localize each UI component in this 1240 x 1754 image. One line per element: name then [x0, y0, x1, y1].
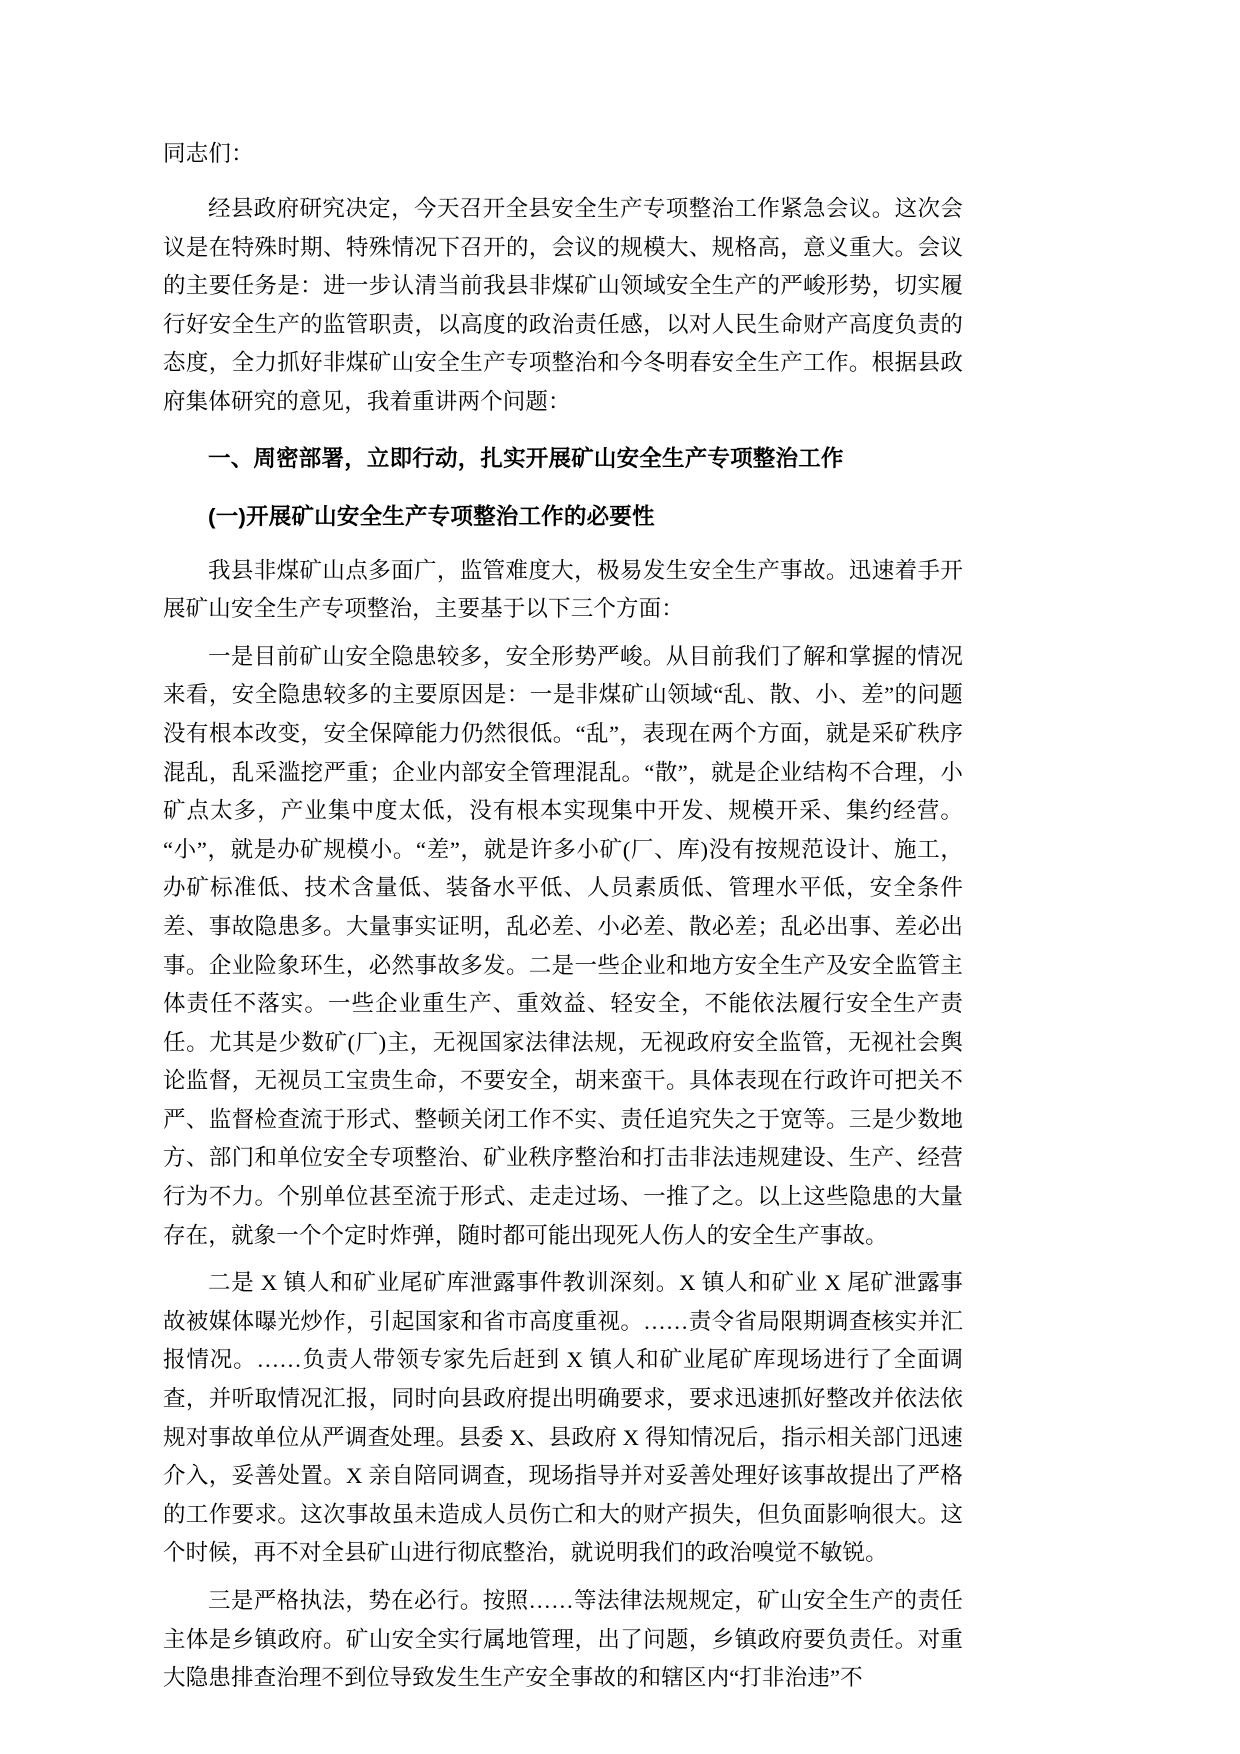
spacer — [163, 1255, 963, 1264]
paragraph-intro: 经县政府研究决定，今天召开全县安全生产专项整治工作紧急会议。这次会议是在特殊时期、特殊情况下召开的，会议的规模大、规格高，意义重大。会议的主要任务是：进一步认清当前我县非煤矿山领域安全生产的严峻形势，切实履行好安全生产的监管职责，以高度的政治责任感，以对人民生命财产高度负责的态度，全力抓好非煤矿山安全生产专项整治和今冬明春安全生产工作。根据县政府集体研究的意见，我着重讲两个问题： — [163, 196, 963, 414]
spacer — [163, 629, 963, 638]
spacer — [163, 176, 963, 190]
section-heading-one: 一、周密部署，立即行动，扎实开展矿山安全生产专项整治工作 — [208, 445, 844, 471]
subsection-heading-one-one: (一)开展矿山安全生产专项整治工作的必要性 — [208, 503, 655, 529]
paragraph-point-three: 三是严格执法，势在必行。按照……等法律法规规定，矿山安全生产的责任主体是乡镇政府。矿山安全实行属地管理，出了问题，乡镇政府要负责任。对重大隐患排查治理不到位导致发生生产安全事故的和辖区内“打非治违”不 — [163, 1588, 963, 1691]
heading-1-wrapper — [163, 436, 963, 482]
heading-2-wrapper — [163, 494, 963, 540]
paragraph-point-one: 一是目前矿山安全隐患较多，安全形势严峻。从目前我们了解和掌握的情况来看，安全隐患较多的主要原因是：一是非煤矿山领域“乱、散、小、差”的问题没有根本改变，安全保障能力仍然很低。“乱”，表现在两个方面，就是采矿秩序混乱，乱采滥挖严重；企业内部安全管理混乱。“散”，就是企业结构不合理，小矿点太多，产业集中度太低，没有根本实现集中开发、规模开采、集约经营。“小”，就是办矿规模小。“差”，就是许多小矿(厂、库)没有按规范设计、施工，办矿标准低、技术含量低、装备水平低、人员素质低、管理水平低，安全条件差、事故隐患多。大量事实证明，乱必差、小必差、散必差；乱必出事、差必出事。企业险象环生，必然事故多发。二是一些企业和地方安全生产及安全监管主体责任不落实。一些企业重生产、重效益、轻安全，不能依法履行安全生产责任。尤其是少数矿(厂)主，无视国家法律法规，无视政府安全监管，无视社会舆论监督，无视员工宝贵生命，不要安全，胡来蛮干。具体表现在行政许可把关不严、监督检查流于形式、整顿关闭工作不实、责任追究失之于宽等。三是少数地方、部门和单位安全专项整治、矿业秩序整治和打击非法违规建设、生产、经营行为不力。个别单位甚至流于形式、走走过场、一推了之。以上这些隐患的大量存在，就象一个个定时炸弹，随时都可能出现死人伤人的安全生产事故。 — [163, 643, 963, 1248]
document-body — [163, 132, 963, 1698]
spacer — [163, 1573, 963, 1582]
paragraph-necessity-intro: 我县非煤矿山点多面广，监管难度大，极易发生安全生产事故。迅速着手开展矿山安全生产专项整治，主要基于以下三个方面： — [163, 557, 963, 622]
salutation: 同志们： — [163, 141, 254, 166]
paragraph-point-two: 二是 X 镇人和矿业尾矿库泄露事件教训深刻。X 镇人和矿业 X 尾矿泄露事故被媒体曝光炒作，引起国家和省市高度重视。……责令省局限期调查核实并汇报情况。……负责人带领专家先后赶到 X 镇人和矿业尾矿库现场进行了全面调查，并听取情况汇报，同时向县政府提出明确要求，要求迅速抓好整改并依法依规对事故单位从严调查处理。县委 X、县政府 X 得知情况后，指示相关部门迅速介入，妥善处置。X 亲自陪同调查，现场指导并对妥善处理好该事故提出了严格的工作要求。这次事故虽未造成人员伤亡和大的财产损失，但负面影响很大。这个时候，再不对全县矿山进行彻底整治，就说明我们的政治嗅觉不敏锐。 — [163, 1270, 963, 1566]
